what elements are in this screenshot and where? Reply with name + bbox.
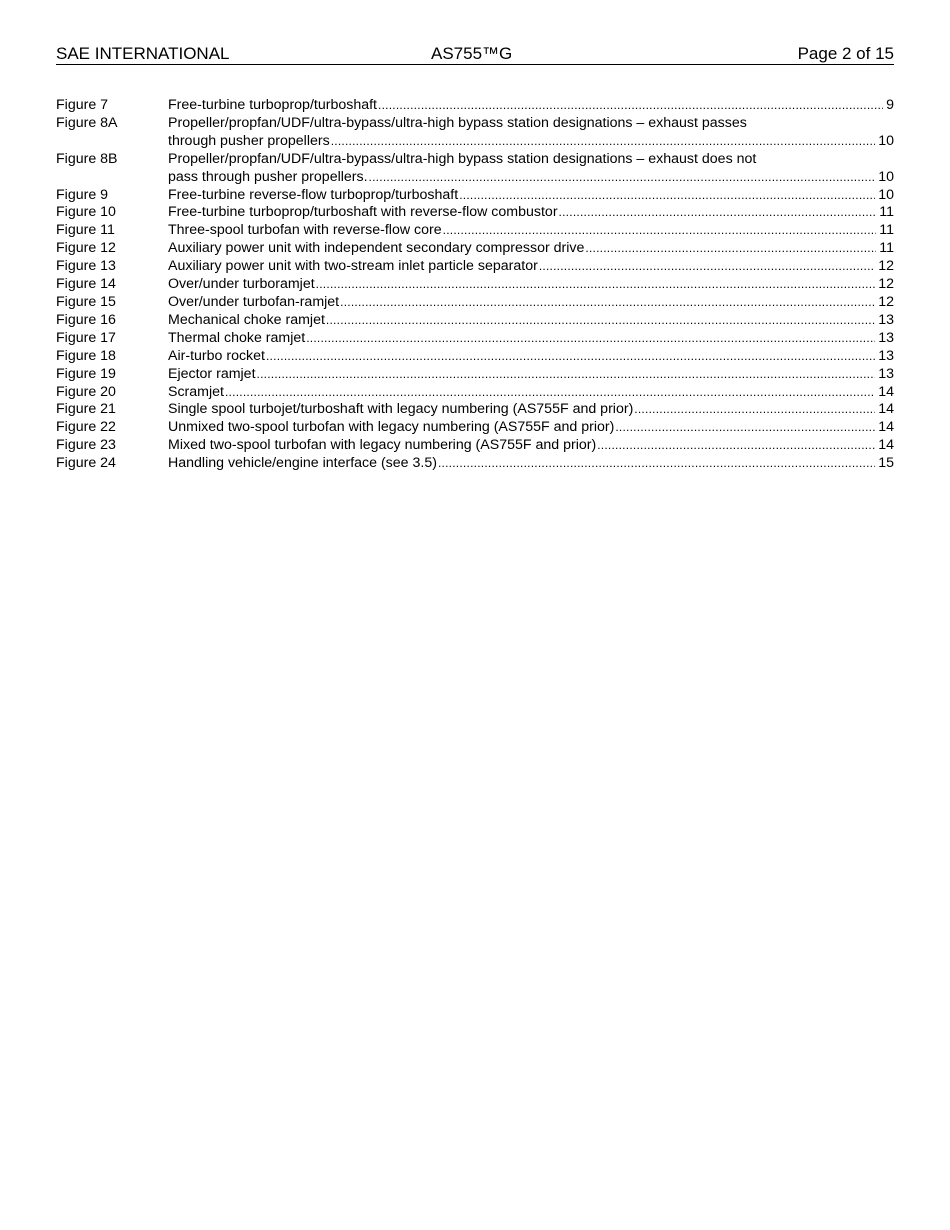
- figure-label: Figure 23: [56, 437, 116, 454]
- figure-title-line: Propeller/propfan/UDF/ultra-bypass/ultra-high bypass station designations – exhaust passes: [168, 114, 747, 131]
- page-header: [56, 44, 894, 65]
- toc-entry[interactable]: [56, 276, 894, 294]
- toc-entry[interactable]: [56, 312, 894, 330]
- figure-title: Unmixed two-spool turbofan with legacy numbering (AS755F and prior): [168, 419, 615, 436]
- dot-leader: [615, 419, 875, 437]
- figure-title: Scramjet: [168, 383, 224, 400]
- figure-page-number: 12: [878, 258, 894, 275]
- figure-label: Figure 12: [56, 240, 116, 257]
- header-page-number: Page 2 of 15: [797, 44, 894, 63]
- toc-entry[interactable]: [56, 204, 894, 222]
- figure-page-number: 11: [879, 240, 894, 257]
- figure-title: Free-turbine turboprop/turboshaft: [168, 97, 377, 113]
- dot-leader: [266, 348, 875, 366]
- figure-title: Air-turbo rocket: [168, 347, 265, 364]
- figure-page-number: 13: [878, 365, 894, 382]
- toc-entry[interactable]: [56, 97, 894, 115]
- figure-title-line: Propeller/propfan/UDF/ultra-bypass/ultra-high bypass station designations – exhaust does not: [168, 150, 757, 167]
- figure-label: Figure 20: [56, 383, 116, 400]
- figure-title: Mixed two-spool turbofan with legacy numbering (AS755F and prior): [168, 437, 597, 454]
- figure-label: Figure 13: [56, 258, 116, 275]
- toc-entry[interactable]: [56, 419, 894, 437]
- figure-title: Three-spool turbofan with reverse-flow core: [168, 222, 442, 239]
- figure-label: Figure 16: [56, 311, 116, 328]
- figure-page-number: 15: [878, 455, 894, 472]
- dot-leader: [443, 222, 877, 240]
- toc-entry[interactable]: [56, 294, 894, 312]
- figure-page-number: 11: [879, 204, 894, 221]
- dot-leader: [459, 187, 875, 205]
- figure-page-number: 10: [878, 168, 894, 185]
- dot-leader: [316, 276, 876, 294]
- figure-page-number: 14: [878, 437, 894, 454]
- figure-title: Free-turbine turboprop/turboshaft with reverse-flow combustor: [168, 204, 558, 221]
- dot-leader: [539, 258, 875, 276]
- dot-leader: [306, 330, 875, 348]
- figure-label: Figure 24: [56, 455, 116, 472]
- figure-label: Figure 17: [56, 329, 116, 346]
- figure-title: Mechanical choke ramjet: [168, 311, 325, 328]
- figure-label: Figure 10: [56, 204, 116, 221]
- figure-title: through pusher propellers: [168, 132, 330, 149]
- dot-leader: [597, 437, 875, 455]
- figure-label: Figure 18: [56, 347, 116, 364]
- figure-label: Figure 15: [56, 293, 116, 310]
- figure-title: Thermal choke ramjet: [168, 329, 306, 346]
- toc-entry[interactable]: [56, 115, 894, 151]
- figure-page-number: 14: [878, 401, 894, 418]
- dot-leader: [326, 312, 875, 330]
- figure-label: Figure 8B: [56, 150, 118, 167]
- figure-label: Figure 19: [56, 365, 116, 382]
- toc-entry[interactable]: [56, 222, 894, 240]
- toc-entry[interactable]: [56, 187, 894, 205]
- dot-leader: [378, 97, 883, 115]
- dot-leader: [225, 384, 875, 402]
- toc-entry[interactable]: [56, 258, 894, 276]
- figure-title: Free-turbine reverse-flow turboprop/turboshaft: [168, 186, 459, 203]
- header-document-id: AS755™G: [431, 44, 513, 63]
- figure-page-number: 13: [878, 311, 894, 328]
- figure-title: Handling vehicle/engine interface (see 3.5): [168, 455, 437, 472]
- figure-label: Figure 8A: [56, 114, 118, 131]
- toc-entry[interactable]: [56, 455, 894, 473]
- figure-label: Figure 21: [56, 401, 116, 418]
- figure-page-number: 12: [878, 276, 894, 293]
- toc-entry[interactable]: [56, 151, 894, 187]
- figure-label: Figure 11: [56, 222, 115, 239]
- figure-page-number: 14: [878, 383, 894, 400]
- figure-title: Single spool turbojet/turboshaft with legacy numbering (AS755F and prior): [168, 401, 634, 418]
- figure-page-number: 11: [879, 222, 894, 239]
- dot-leader: [438, 455, 875, 473]
- toc-entry[interactable]: [56, 384, 894, 402]
- figure-label: Figure 7: [56, 97, 109, 113]
- figure-title: Ejector ramjet: [168, 365, 256, 382]
- figure-title: pass through pusher propellers.: [168, 168, 368, 185]
- toc-entry[interactable]: [56, 401, 894, 419]
- figure-page-number: 9: [886, 97, 894, 113]
- figure-page-number: 14: [878, 419, 894, 436]
- figure-title: Over/under turboramjet: [168, 276, 315, 293]
- figure-title: Over/under turbofan-ramjet: [168, 293, 340, 310]
- dot-leader: [369, 169, 876, 187]
- dot-leader: [331, 133, 876, 151]
- toc-entry[interactable]: [56, 437, 894, 455]
- figure-label: Figure 14: [56, 276, 116, 293]
- figure-label: Figure 22: [56, 419, 116, 436]
- figure-page-number: 13: [878, 347, 894, 364]
- toc-entry[interactable]: [56, 366, 894, 384]
- dot-leader: [634, 401, 875, 419]
- figure-title: Auxiliary power unit with independent secondary compressor drive: [168, 240, 585, 257]
- figure-label: Figure 9: [56, 186, 109, 203]
- header-organization: SAE INTERNATIONAL: [56, 44, 230, 63]
- figure-page-number: 10: [878, 132, 894, 149]
- figure-page-number: 12: [878, 293, 894, 310]
- dot-leader: [340, 294, 875, 312]
- dot-leader: [559, 204, 877, 222]
- toc-entry[interactable]: [56, 240, 894, 258]
- figure-page-number: 13: [878, 329, 894, 346]
- toc-entry[interactable]: [56, 348, 894, 366]
- list-of-figures: [56, 97, 894, 473]
- toc-entry[interactable]: [56, 330, 894, 348]
- dot-leader: [257, 366, 876, 384]
- figure-page-number: 10: [878, 186, 894, 203]
- figure-title: Auxiliary power unit with two-stream inlet particle separator: [168, 258, 538, 275]
- dot-leader: [585, 240, 876, 258]
